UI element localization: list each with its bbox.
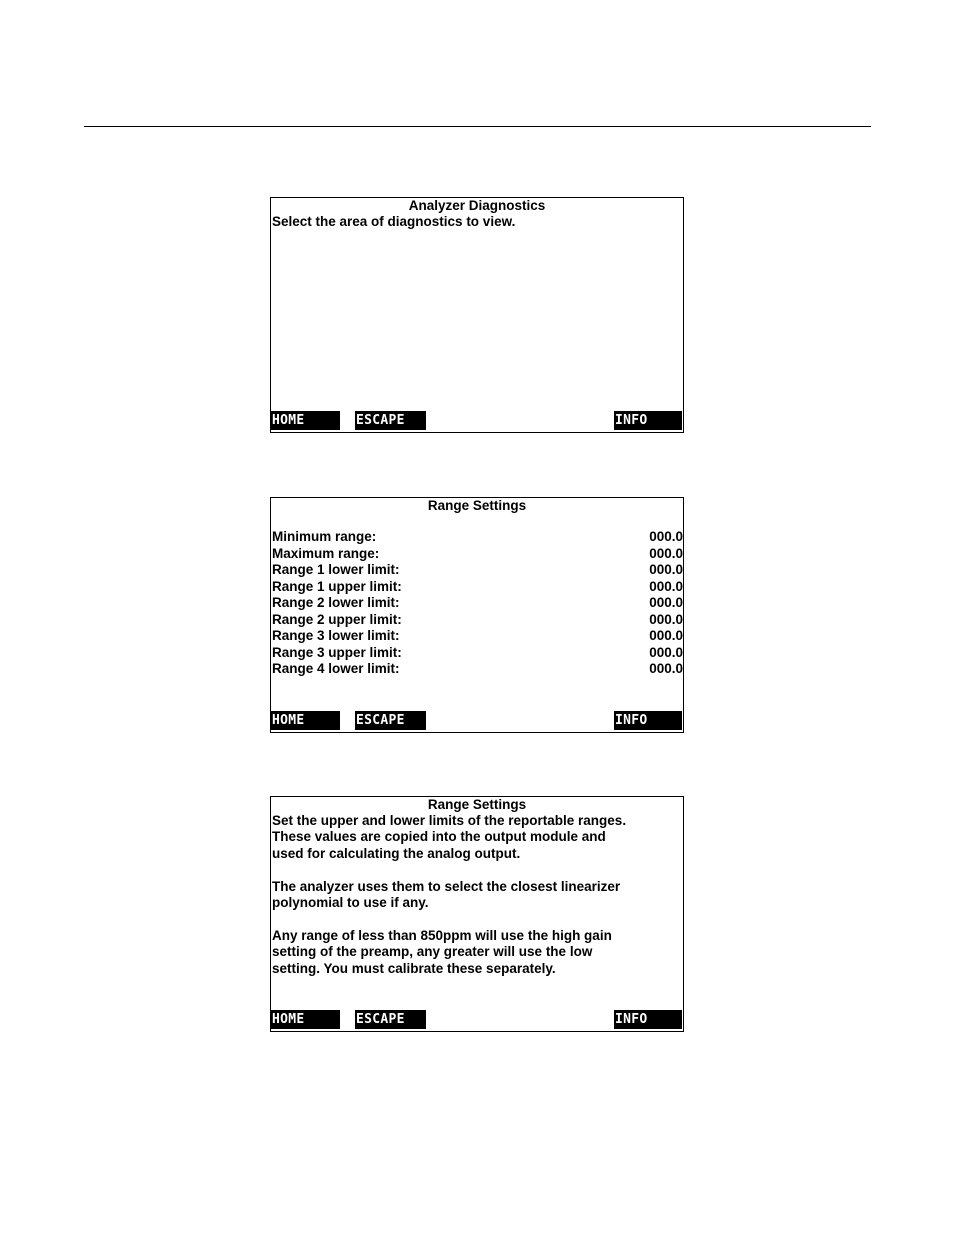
setting-value[interactable]: 000.0 bbox=[649, 578, 683, 594]
escape-softkey[interactable]: ESCAPE bbox=[355, 711, 426, 730]
info-softkey[interactable]: INFO bbox=[614, 411, 682, 430]
setting-label: Range 3 lower limit: bbox=[272, 628, 400, 643]
help-line: setting. You must calibrate these separately. bbox=[272, 960, 556, 976]
escape-softkey[interactable]: ESCAPE bbox=[355, 1010, 426, 1029]
setting-row-range3-lower[interactable] bbox=[272, 628, 683, 645]
setting-label: Maximum range: bbox=[272, 545, 380, 561]
message-line: Select the area of diagnostics to view. bbox=[272, 214, 516, 229]
analyzer-diagnostics-screen bbox=[270, 197, 684, 433]
setting-row-range3-upper[interactable] bbox=[272, 645, 683, 662]
setting-label: Range 1 lower limit: bbox=[272, 562, 400, 577]
paragraph-gap bbox=[272, 862, 681, 878]
setting-row-maximum-range[interactable] bbox=[272, 546, 683, 563]
setting-row-range1-upper[interactable] bbox=[272, 579, 683, 596]
setting-label: Range 3 upper limit: bbox=[272, 644, 402, 660]
setting-label: Range 2 lower limit: bbox=[272, 595, 400, 610]
screen-title: Analyzer Diagnostics bbox=[408, 198, 546, 213]
setting-value[interactable]: 000.0 bbox=[649, 661, 683, 676]
setting-row-range2-lower[interactable] bbox=[272, 595, 683, 612]
help-line: setting of the preamp, any greater will use the low bbox=[272, 944, 593, 960]
help-text bbox=[272, 813, 681, 977]
setting-label: Range 1 upper limit: bbox=[272, 578, 402, 594]
screen-title: Range Settings bbox=[427, 797, 527, 812]
setting-value[interactable]: 000.0 bbox=[649, 595, 683, 610]
screen-title: Range Settings bbox=[427, 498, 527, 513]
setting-value[interactable]: 000.0 bbox=[649, 628, 683, 643]
help-line: Set the upper and lower limits of the reportable ranges. bbox=[272, 813, 627, 828]
range-settings-screen bbox=[270, 497, 684, 733]
setting-value[interactable]: 000.0 bbox=[649, 529, 683, 544]
info-softkey[interactable]: INFO bbox=[614, 711, 682, 730]
range-settings-info-screen bbox=[270, 796, 684, 1032]
range-settings-list bbox=[272, 529, 683, 678]
help-line: Any range of less than 850ppm will use the high gain bbox=[272, 927, 612, 943]
home-softkey[interactable]: HOME bbox=[271, 411, 340, 430]
setting-label: Range 4 lower limit: bbox=[272, 661, 400, 676]
home-softkey[interactable]: HOME bbox=[271, 711, 340, 730]
help-line: polynomial to use if any. bbox=[272, 895, 429, 911]
setting-row-range2-upper[interactable] bbox=[272, 612, 683, 629]
screen-message bbox=[272, 214, 681, 230]
info-softkey[interactable]: INFO bbox=[614, 1010, 682, 1029]
setting-value[interactable]: 000.0 bbox=[649, 611, 683, 627]
setting-row-range4-lower[interactable] bbox=[272, 661, 683, 678]
setting-value[interactable]: 000.0 bbox=[649, 545, 683, 561]
home-softkey[interactable]: HOME bbox=[271, 1010, 340, 1029]
setting-value[interactable]: 000.0 bbox=[649, 644, 683, 660]
setting-row-range1-lower[interactable] bbox=[272, 562, 683, 579]
setting-label: Minimum range: bbox=[272, 529, 377, 544]
paragraph-gap bbox=[272, 911, 681, 927]
help-line: These values are copied into the output module and bbox=[272, 829, 606, 845]
help-line: used for calculating the analog output. bbox=[272, 845, 521, 861]
setting-row-minimum-range[interactable] bbox=[272, 529, 683, 546]
help-line: The analyzer uses them to select the closest linearizer bbox=[272, 878, 621, 894]
escape-softkey[interactable]: ESCAPE bbox=[355, 411, 426, 430]
setting-label: Range 2 upper limit: bbox=[272, 611, 402, 627]
setting-value[interactable]: 000.0 bbox=[649, 562, 683, 577]
header-rule bbox=[84, 126, 871, 127]
